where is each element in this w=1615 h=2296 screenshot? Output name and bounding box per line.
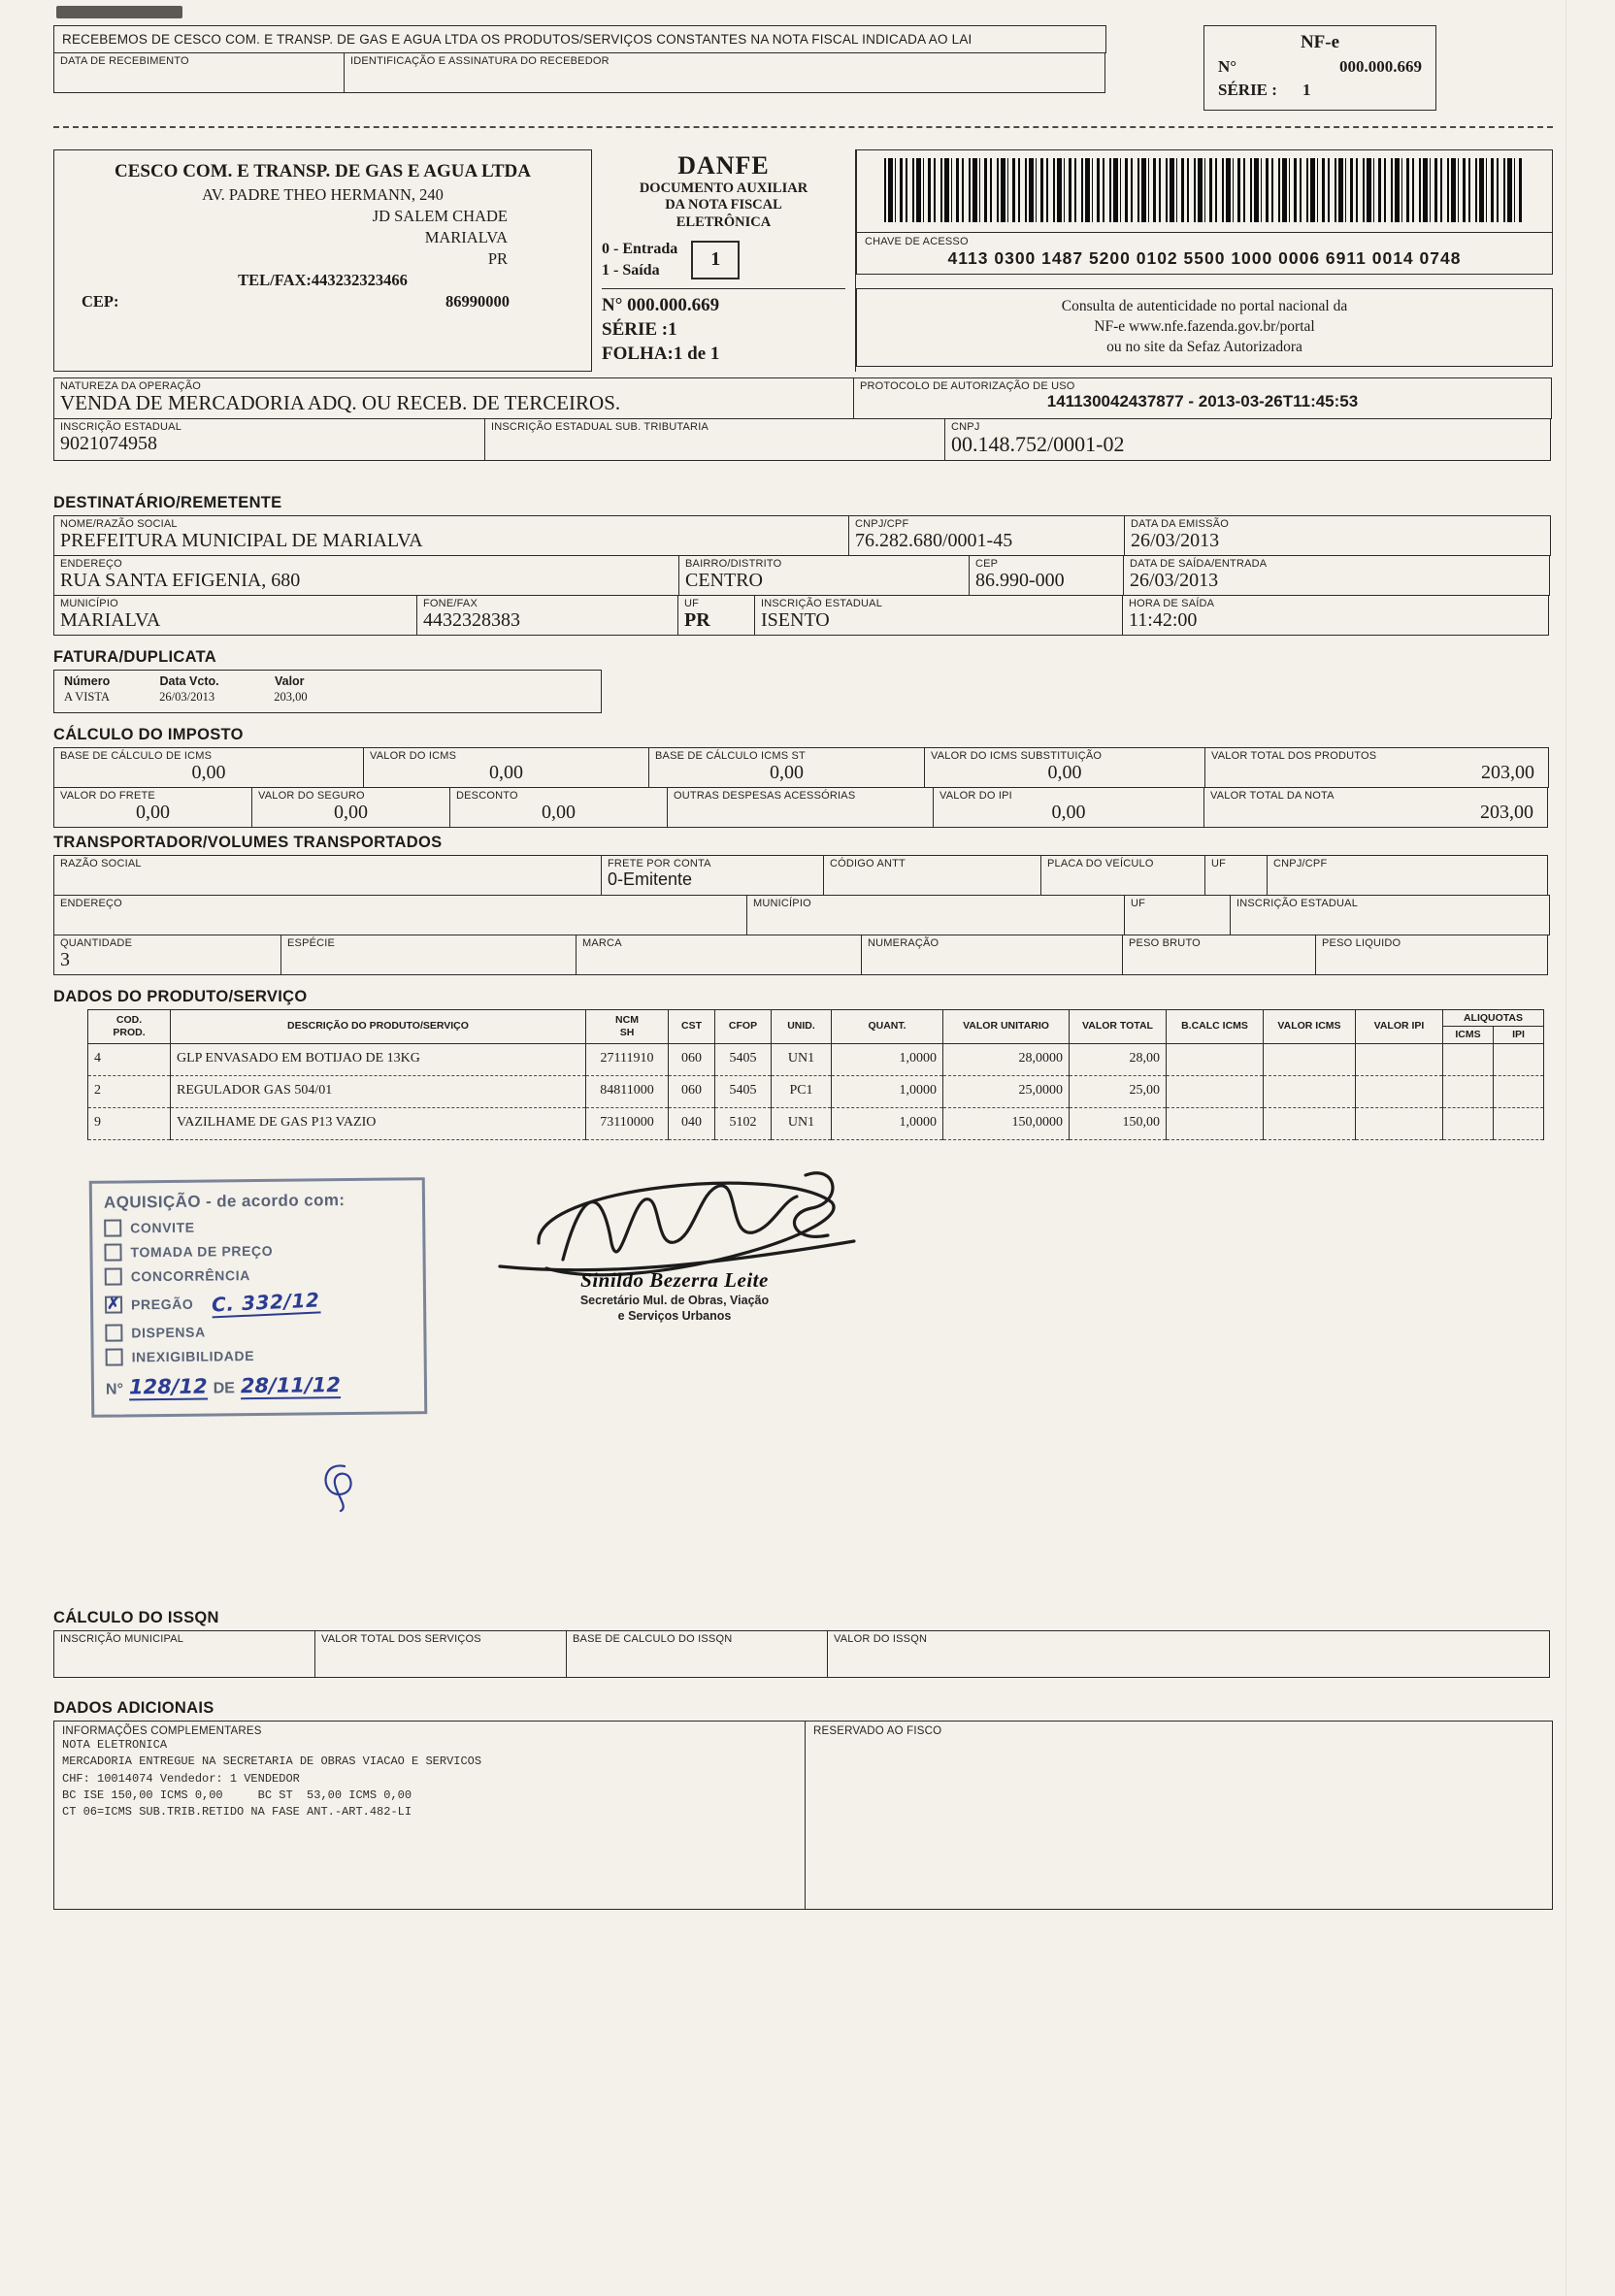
- field-label: BASE DE CÁLCULO DE ICMS: [60, 749, 213, 762]
- outras-despesas-value: [674, 802, 927, 824]
- danfe-subtitle-1: DOCUMENTO AUXILIAR: [639, 180, 808, 196]
- tear-line: [53, 126, 1553, 128]
- field-desconto: [449, 787, 668, 828]
- complementary-info-cell: [53, 1721, 806, 1910]
- issuer-name: CESCO COM. E TRANSP. DE GAS E AGUA LTDA: [114, 161, 531, 181]
- stamp-de-label: DE: [213, 1380, 235, 1397]
- field-label: MUNICÍPIO: [753, 897, 811, 909]
- field-label: MARCA: [582, 936, 622, 949]
- danfe-subtitle-3: ELETRÔNICA: [676, 213, 772, 230]
- field-ie-transp: [1230, 895, 1550, 935]
- product-row: 9 VAZILHAME DE GAS P13 VAZIO 73110000 040 5102 UN1 1,0000 150,0000 150,00: [88, 1107, 1544, 1139]
- col-header-valor-ipi: VALOR IPI: [1356, 1009, 1443, 1043]
- ie-value: 9021074958: [60, 432, 157, 454]
- authenticity-line-2: NF-e www.nfe.fazenda.gov.br/portal: [1094, 317, 1315, 335]
- section-title-dados-adicionais: DADOS ADICIONAIS: [53, 1698, 214, 1717]
- x-mark-icon: ✗: [106, 1296, 121, 1313]
- field-valor-total-nota: [1203, 787, 1548, 828]
- col-header-valor-unitario: VALOR UNITARIO: [943, 1009, 1070, 1043]
- product-row: 4 GLP ENVASADO EM BOTIJAO DE 13KG 27111910 060 5405 UN1 1,0000 28,0000 28,00: [88, 1043, 1544, 1075]
- valor-icms-st-value: 0,00: [1047, 761, 1082, 783]
- checkbox-concorrencia: [105, 1267, 122, 1285]
- complementary-info-line: MERCADORIA ENTREGUE NA SECRETARIA DE OBRAS VIACAO E SERVICOS: [62, 1755, 482, 1769]
- field-label: VALOR DO SEGURO: [258, 789, 365, 802]
- stamp-item-label: DISPENSA: [131, 1324, 206, 1341]
- field-label: CNPJ/CPF: [855, 517, 909, 530]
- field-cnpj-transp: [1267, 855, 1548, 896]
- field-data-emissao: [1124, 515, 1551, 556]
- inscricao-municipal-value: [60, 1645, 309, 1674]
- access-key-label: CHAVE DE ACESSO: [865, 236, 969, 247]
- field-marca: [576, 935, 862, 975]
- section-title-transportador: TRANSPORTADOR/VOLUMES TRANSPORTADOS: [53, 833, 443, 851]
- field-label: VALOR TOTAL DA NOTA: [1210, 789, 1335, 802]
- field-cep: [969, 555, 1124, 596]
- checkbox-inexigibilidade: [106, 1348, 123, 1365]
- handwritten-process-number: 128/12: [128, 1374, 208, 1399]
- stamp-title: AQUISIÇÃO - de acordo com:: [103, 1190, 346, 1212]
- destinatario-municipio: MARIALVA: [60, 608, 161, 631]
- issuer-district: JD SALEM CHADE: [372, 206, 508, 225]
- uf-transp-1: [1211, 869, 1261, 892]
- authenticity-line-3: ou no site da Sefaz Autorizadora: [1106, 338, 1302, 355]
- field-label: PESO BRUTO: [1129, 936, 1201, 949]
- field-data-saida-entrada: [1123, 555, 1550, 596]
- peso-bruto-value: [1129, 949, 1309, 971]
- field-numeracao: [861, 935, 1123, 975]
- signer-role-line-1: Secretário Mul. de Obras, Viação: [579, 1293, 770, 1307]
- checkbox-tomada-de-preco: [104, 1243, 121, 1261]
- bc-icms-value: 0,00: [191, 761, 226, 783]
- field-endereco: [53, 555, 679, 596]
- field-placa-veiculo: [1040, 855, 1205, 896]
- field-label: RESERVADO AO FISCO: [813, 1724, 942, 1737]
- field-valor-icms-st: [924, 747, 1205, 788]
- danfe-center-box: [592, 149, 856, 372]
- destinatario-uf: PR: [684, 608, 710, 631]
- protocolo-value: 141130042437877 - 2013-03-26T11:45:53: [1046, 392, 1359, 411]
- codigo-antt: [830, 869, 1035, 892]
- field-label: FONE/FAX: [423, 597, 478, 609]
- stamp-item-label: TOMADA DE PREÇO: [130, 1242, 274, 1261]
- acquisition-stamp: [89, 1177, 428, 1418]
- field-cnpj-cpf: [848, 515, 1125, 556]
- field-label: NOME/RAZÃO SOCIAL: [60, 517, 178, 530]
- field-valor-ipi: [933, 787, 1204, 828]
- field-especie: [280, 935, 577, 975]
- field-inscricao-estadual: [53, 418, 485, 461]
- issuer-street: AV. PADRE THEO HERMANN, 240: [202, 184, 444, 204]
- field-uf-transp-1: [1204, 855, 1268, 896]
- endereco-transp: [60, 909, 741, 932]
- danfe-title: DANFE: [677, 151, 770, 180]
- field-label: CEP: [975, 557, 999, 570]
- authenticity-note: [856, 288, 1553, 367]
- peso-liquido-value: [1322, 949, 1541, 971]
- nfe-number: 000.000.669: [1339, 57, 1422, 76]
- field-nome-razao-social: [53, 515, 849, 556]
- col-header-unid: UNID.: [772, 1009, 832, 1043]
- field-codigo-antt: [823, 855, 1041, 896]
- danfe-tipo-box: 1: [691, 241, 740, 279]
- access-key: 4113 0300 1487 5200 0102 5500 1000 0006 6911 0014 0748: [947, 248, 1462, 268]
- col-header-ncm: NCM SH: [586, 1009, 669, 1043]
- field-label: NUMERAÇÃO: [868, 936, 939, 949]
- field-label: QUANTIDADE: [60, 936, 133, 949]
- field-label: ESPÉCIE: [287, 936, 336, 949]
- field-label: INSCRIÇÃO ESTADUAL: [761, 597, 883, 609]
- col-header-descricao: DESCRIÇÃO DO PRODUTO/SERVIÇO: [171, 1009, 586, 1043]
- field-label: BASE DE CÁLCULO ICMS ST: [655, 749, 806, 762]
- field-protocolo-autorizacao: [853, 377, 1552, 419]
- desconto-value: 0,00: [542, 801, 576, 823]
- field-label: BAIRRO/DISTRITO: [685, 557, 782, 570]
- fatura-box: [53, 670, 602, 713]
- col-header-bcalc-icms: B.CALC ICMS: [1167, 1009, 1264, 1043]
- nfe-number-box: [1203, 25, 1436, 111]
- danfe-entrada: 0 - Entrada: [602, 241, 678, 258]
- field-valor-total-servicos: [314, 1630, 567, 1678]
- field-label: CÓDIGO ANTT: [830, 857, 906, 869]
- scan-artifact: [56, 6, 182, 18]
- complementary-info-line: BC ISE 150,00 ICMS 0,00 BC ST 53,00 ICMS 0,00: [62, 1788, 412, 1802]
- field-label: FRETE POR CONTA: [608, 857, 711, 869]
- section-title-destinatario: DESTINATÁRIO/REMETENTE: [53, 493, 282, 511]
- field-natureza-operacao: [53, 377, 854, 419]
- field-cnpj-emitente: [944, 418, 1551, 461]
- issuer-cep: 86990000: [445, 291, 510, 311]
- ie-st-value: [491, 433, 939, 455]
- field-valor-frete: [53, 787, 252, 828]
- stamp-n-label: N°: [105, 1381, 124, 1398]
- field-peso-liquido: [1315, 935, 1548, 975]
- field-bc-icms: [53, 747, 364, 788]
- col-header-aliq-ipi: IPI: [1494, 1027, 1544, 1044]
- field-quantidade: [53, 935, 281, 975]
- valor-total-produtos: 203,00: [1481, 761, 1534, 783]
- destinatario-bairro: CENTRO: [685, 569, 763, 591]
- frete-por-conta: 0-Emitente: [608, 869, 693, 889]
- field-label: ENDEREÇO: [60, 897, 122, 909]
- fatura-col-data: Data Vcto.: [159, 673, 219, 688]
- field-bc-icms-st: [648, 747, 925, 788]
- checkbox-dispensa: [105, 1324, 122, 1341]
- col-header-valor-total: VALOR TOTAL: [1070, 1009, 1167, 1043]
- issuer-cep-label: CEP:: [82, 291, 119, 311]
- field-label: INSCRIÇÃO ESTADUAL SUB. TRIBUTARIA: [491, 420, 709, 433]
- field-label: ENDEREÇO: [60, 557, 122, 570]
- valor-ipi: 0,00: [1051, 801, 1086, 823]
- destinatario-ie: ISENTO: [761, 608, 830, 631]
- product-row: 2 REGULADOR GAS 504/01 84811000 060 5405 PC1 1,0000 25,0000 25,00: [88, 1075, 1544, 1107]
- field-outras-despesas: [667, 787, 934, 828]
- bc-icms-st-value: 0,00: [770, 761, 804, 783]
- field-label: BASE DE CALCULO DO ISSQN: [573, 1632, 733, 1645]
- issuer-box: [53, 149, 592, 372]
- section-title-produtos: DADOS DO PRODUTO/SERVIÇO: [53, 987, 308, 1005]
- valor-frete: 0,00: [136, 801, 170, 823]
- field-valor-icms: [363, 747, 649, 788]
- nfe-title: NF-e: [1300, 32, 1340, 52]
- field-label: INSCRIÇÃO ESTADUAL: [60, 420, 182, 433]
- cnpj-transp: [1273, 869, 1541, 892]
- field-label: UF: [1131, 897, 1146, 909]
- field-label: MUNICÍPIO: [60, 597, 118, 609]
- field-label: CNPJ/CPF: [1273, 857, 1328, 869]
- field-valor-issqn: [827, 1630, 1550, 1678]
- pen-scribble: [315, 1460, 366, 1515]
- field-label: VALOR DO IPI: [939, 789, 1012, 802]
- hora-saida: 11:42:00: [1129, 608, 1198, 631]
- uf-transp-2: [1131, 909, 1224, 932]
- field-label: VALOR TOTAL DOS PRODUTOS: [1211, 749, 1377, 762]
- field-label: DATA DE SAÍDA/ENTRADA: [1130, 557, 1268, 570]
- field-fone-fax: [416, 595, 678, 636]
- transp-razao: [60, 869, 595, 892]
- field-label: INSCRIÇÃO ESTADUAL: [1236, 897, 1359, 909]
- destinatario-cnpj: 76.282.680/0001-45: [855, 529, 1013, 551]
- checkbox-convite: [104, 1219, 121, 1236]
- signer-name: Sinildo Bezerra Leite: [580, 1267, 769, 1292]
- field-inscricao-municipal: [53, 1630, 315, 1678]
- field-bairro-distrito: [678, 555, 970, 596]
- field-bc-issqn: [566, 1630, 828, 1678]
- field-valor-seguro: [251, 787, 450, 828]
- municipio-transp: [753, 909, 1118, 932]
- field-frete-por-conta: [601, 855, 824, 896]
- data-emissao: 26/03/2013: [1131, 529, 1220, 551]
- receipt-stub: [53, 25, 1553, 111]
- field-label: DATA DE RECEBIMENTO: [60, 55, 189, 67]
- field-municipio: [53, 595, 417, 636]
- issuer-state: PR: [487, 248, 508, 268]
- field-label: PESO LIQUIDO: [1322, 936, 1401, 949]
- field-uf-transp-2: [1124, 895, 1231, 935]
- nfe-serie-label: SÉRIE :: [1218, 81, 1277, 99]
- valor-issqn-value: [834, 1645, 1543, 1674]
- quantidade-volumes: 3: [60, 948, 70, 970]
- signer-role-line-2: e Serviços Urbanos: [617, 1309, 732, 1323]
- section-title-fatura: FATURA/DUPLICATA: [53, 647, 216, 666]
- danfe-folha: FOLHA:1 de 1: [602, 343, 720, 364]
- nfe-serie: 1: [1302, 81, 1311, 99]
- fatura-numero: A VISTA: [64, 689, 111, 704]
- danfe-subtitle-2: DA NOTA FISCAL: [665, 197, 782, 213]
- field-label: PROTOCOLO DE AUTORIZAÇÃO DE USO: [860, 380, 1075, 393]
- field-label: OUTRAS DESPESAS ACESSÓRIAS: [674, 789, 856, 802]
- access-key-box: [856, 232, 1553, 275]
- placa-veiculo: [1047, 869, 1199, 892]
- field-inscricao-estadual-dest: [754, 595, 1123, 636]
- signature-block: [471, 1148, 878, 1325]
- field-label: VALOR DO ISSQN: [834, 1632, 928, 1645]
- section-title-issqn: CÁLCULO DO ISSQN: [53, 1608, 219, 1626]
- numeracao-value: [868, 949, 1116, 971]
- complementary-info-line: NOTA ELETRONICA: [62, 1737, 168, 1752]
- valor-icms-value: 0,00: [489, 761, 523, 783]
- destinatario-nome: PREFEITURA MUNICIPAL DE MARIALVA: [60, 529, 423, 551]
- field-municipio-transp: [746, 895, 1125, 935]
- marca-value: [582, 949, 855, 971]
- field-ie-sub-tributaria: [484, 418, 945, 461]
- field-label: UF: [1211, 857, 1227, 869]
- document-header: [53, 149, 1553, 372]
- valor-seguro: 0,00: [334, 801, 368, 823]
- destinatario-endereco: RUA SANTA EFIGENIA, 680: [60, 569, 301, 591]
- field-label: IDENTIFICAÇÃO E ASSINATURA DO RECEBEDOR: [350, 55, 610, 67]
- valor-total-servicos-value: [321, 1645, 560, 1674]
- field-label: UF: [684, 597, 700, 609]
- valor-total-nota: 203,00: [1480, 801, 1533, 823]
- field-label: HORA DE SAÍDA: [1129, 597, 1215, 609]
- issuer-city: MARIALVA: [424, 227, 508, 246]
- stamp-item-label: CONCORRÊNCIA: [130, 1266, 250, 1285]
- field-uf: [677, 595, 755, 636]
- field-valor-total-produtos: [1204, 747, 1549, 788]
- field-hora-saida: [1122, 595, 1549, 636]
- col-header-aliq-icms: ICMS: [1443, 1027, 1494, 1044]
- field-label: DATA DA EMISSÃO: [1131, 517, 1230, 530]
- reserved-fisco-cell: [806, 1721, 1553, 1910]
- field-label: RAZÃO SOCIAL: [60, 857, 142, 869]
- field-peso-bruto: [1122, 935, 1316, 975]
- ie-transp: [1236, 909, 1543, 932]
- checkbox-pregao-checked: [105, 1296, 122, 1313]
- danfe-saida: 1 - Saída: [602, 261, 660, 279]
- stub-receipt-text: RECEBEMOS DE CESCO COM. E TRANSP. DE GAS E AGUA LTDA OS PRODUTOS/SERVIÇOS CONSTANTES NA NOTA FISCAL INDICADA AO LAI: [53, 25, 1106, 53]
- field-label: CNPJ: [951, 420, 980, 433]
- destinatario-fone: 4432328383: [423, 608, 520, 631]
- field-label: VALOR DO ICMS SUBSTITUIÇÃO: [931, 749, 1103, 762]
- stamp-item-label: PREGÃO: [130, 1296, 194, 1313]
- col-header-quant: QUANT.: [832, 1009, 943, 1043]
- fatura-col-numero: Número: [64, 673, 111, 688]
- cnpj-value: 00.148.752/0001-02: [951, 431, 1125, 456]
- fatura-data: 26/03/2013: [159, 689, 215, 704]
- field-label: DESCONTO: [456, 789, 518, 802]
- field-label: VALOR DO FRETE: [60, 789, 155, 802]
- products-table: [87, 1009, 1544, 1140]
- destinatario-cep: 86.990-000: [975, 569, 1065, 591]
- field-label: INFORMAÇÕES COMPLEMENTARES: [62, 1724, 262, 1737]
- col-header-cfop: CFOP: [715, 1009, 772, 1043]
- fatura-valor: 203,00: [274, 689, 308, 704]
- danfe-serie: SÉRIE :1: [602, 319, 677, 341]
- complementary-info-line: CHF: 10014074 Vendedor: 1 VENDEDOR: [62, 1771, 300, 1786]
- field-label: VALOR TOTAL DOS SERVIÇOS: [321, 1632, 481, 1645]
- issuer-phone: TEL/FAX:443232323466: [238, 270, 408, 289]
- handwritten-contract-number: C. 332/12: [211, 1288, 321, 1317]
- bc-issqn-value: [573, 1645, 821, 1674]
- field-data-recebimento: [53, 52, 345, 93]
- danfe-number: N° 000.000.669: [602, 295, 720, 316]
- authenticity-line-1: Consulta de autenticidade no portal nacional da: [1061, 298, 1348, 314]
- field-razao-social-transp: [53, 855, 602, 896]
- especie-value: [287, 949, 570, 971]
- fatura-col-valor: Valor: [274, 673, 305, 688]
- handwritten-date: 28/11/12: [240, 1372, 342, 1397]
- nfe-n-label: N°: [1218, 57, 1237, 76]
- col-header-aliquotas: ALIQUOTAS: [1443, 1009, 1544, 1027]
- barcode-image: [884, 158, 1525, 222]
- field-endereco-transp: [53, 895, 747, 935]
- barcode-box: [856, 149, 1553, 233]
- stamp-item-label: INEXIGIBILIDADE: [131, 1347, 255, 1365]
- additional-data-box: [53, 1721, 1553, 1910]
- complementary-info-line: CT 06=ICMS SUB.TRIB.RETIDO NA FASE ANT.-ART.482-LI: [62, 1805, 412, 1820]
- col-header-cst: CST: [669, 1009, 715, 1043]
- col-header-valor-icms: VALOR ICMS: [1264, 1009, 1356, 1043]
- data-saida: 26/03/2013: [1130, 569, 1219, 591]
- col-header-cod: COD. PROD.: [88, 1009, 171, 1043]
- field-label: INSCRIÇÃO MUNICIPAL: [60, 1632, 184, 1645]
- stamp-item-label: CONVITE: [130, 1219, 195, 1236]
- natureza-value: VENDA DE MERCADORIA ADQ. OU RECEB. DE TERCEIROS.: [60, 391, 621, 415]
- field-label: VALOR DO ICMS: [370, 749, 457, 762]
- section-title-imposto: CÁLCULO DO IMPOSTO: [53, 725, 244, 743]
- field-identificacao-assinatura: [344, 52, 1105, 93]
- field-label: NATUREZA DA OPERAÇÃO: [60, 380, 201, 393]
- field-label: PLACA DO VEÍCULO: [1047, 857, 1154, 869]
